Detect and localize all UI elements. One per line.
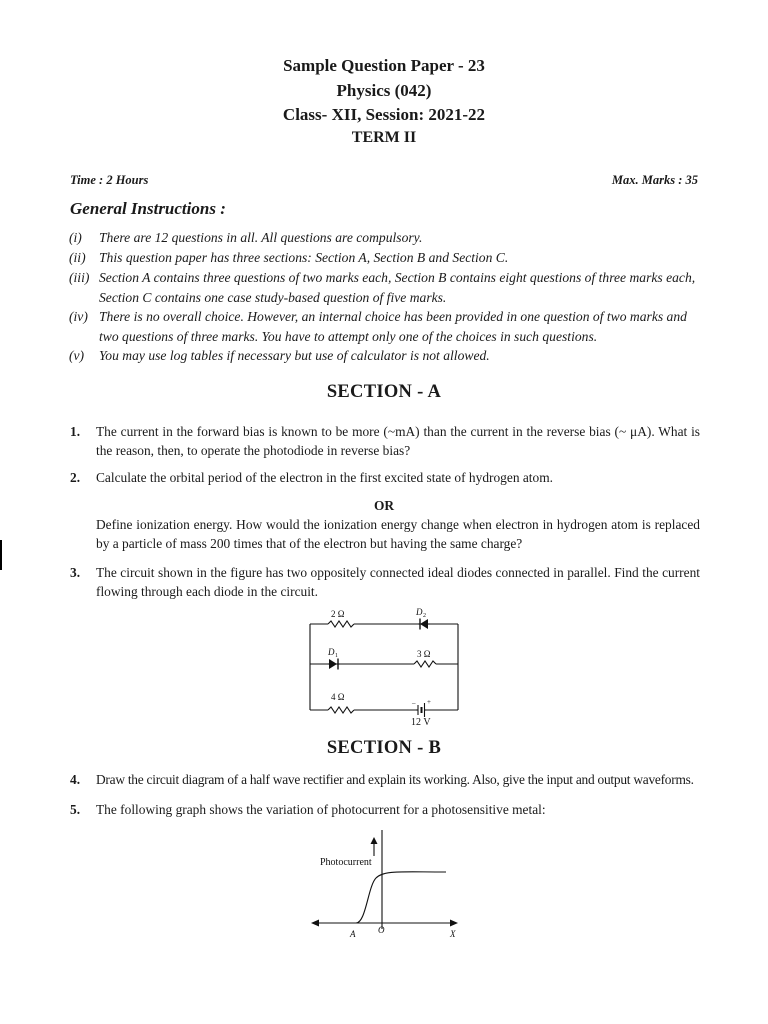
label-3-ohm: 3 Ω — [417, 649, 431, 659]
resistor-2-ohm — [328, 621, 354, 627]
question-2 — [70, 469, 700, 488]
paper-title: Sample Question Paper - 23 — [283, 56, 485, 75]
page-edge-mark — [0, 540, 2, 570]
question-number: 5. — [70, 802, 81, 817]
question-text: Draw the circuit diagram of a half wave rectifier and explain its working. Also, give the input and output waveforms. — [96, 772, 694, 787]
instruction-number: (ii) — [69, 250, 86, 265]
instruction-text: There are 12 questions in all. All questions are compulsory. — [99, 230, 423, 245]
diode-d2 — [418, 619, 430, 630]
instruction-number: (iv) — [69, 309, 88, 324]
question-number: 1. — [70, 424, 81, 439]
circuit-diagram — [300, 602, 470, 732]
instruction-text: This question paper has three sections: Section A, Section B and Section C. — [99, 250, 509, 265]
graph-label-x: X — [450, 929, 456, 939]
question-text: The circuit shown in the figure has two oppositely connected ideal diodes connected in parallel. Find the current flowing through each diode in the circuit. — [96, 565, 700, 599]
max-marks-label: Max. Marks : 35 — [611, 173, 698, 187]
question-number: 3. — [70, 565, 81, 580]
paper-class-session: Class- XII, Session: 2021-22 — [282, 105, 486, 124]
arrow-left — [311, 920, 319, 927]
label-4-ohm: 4 Ω — [331, 692, 345, 702]
arrow-up — [371, 837, 378, 844]
instruction-text: Section A contains three questions of two marks each, Section B contains eight questions of three marks each, Section C contains one case study-based question of five marks. — [99, 270, 696, 305]
label-battery: 12 V — [411, 717, 431, 728]
label-2-ohm: 2 Ω — [331, 609, 345, 619]
instruction-number: (iii) — [69, 270, 90, 285]
graph-label-a: A — [350, 929, 356, 939]
section-b-title: SECTION - B — [326, 738, 442, 758]
question-text: Calculate the orbital period of the electron in the first excited state of hydrogen atom. — [96, 470, 553, 485]
question-text: Define ionization energy. How would the ionization energy change when electron in hydrogen atom is replaced by a particle of mass 200 times that of the electron but having the same charge? — [96, 517, 700, 551]
question-number: 2. — [70, 470, 81, 485]
instruction-number: (i) — [69, 230, 82, 245]
resistor-4-ohm — [328, 707, 354, 713]
instruction-number: (v) — [69, 348, 85, 363]
question-4 — [70, 771, 700, 790]
graph-ylabel: Photocurrent — [320, 857, 372, 868]
question-2-alternative — [70, 516, 700, 553]
diode-d1 — [328, 659, 340, 670]
section-a-title: SECTION - A — [326, 382, 442, 402]
question-number: 4. — [70, 772, 81, 787]
instruction-item — [69, 228, 701, 248]
paper-header — [0, 54, 768, 148]
instruction-item — [69, 248, 701, 268]
instruction-text: You may use log tables if necessary but use of calculator is not allowed. — [99, 348, 490, 363]
label-battery-minus: – — [412, 699, 416, 707]
time-label: Time : 2 Hours — [70, 173, 149, 187]
instruction-text: There is no overall choice. However, an internal choice has been provided in one question of two marks and two questions of three marks. You have to attempt only one of the choices in such questions. — [99, 309, 687, 344]
arrow-right — [450, 920, 458, 927]
graph-label-o: O — [378, 925, 385, 935]
label-d2: D — [416, 607, 423, 617]
instruction-item — [69, 346, 701, 366]
general-instructions-title: General Instructions : — [70, 199, 226, 218]
question-3 — [70, 564, 700, 601]
question-text: The current in the forward bias is known to be more (~mA) than the current in the reverse bias (~ μA). What is the reason, then, to operate the photodiode in reverse bias? — [96, 424, 700, 458]
label-d2-sub: 2 — [423, 613, 426, 619]
resistor-3-ohm — [414, 661, 436, 667]
question-1 — [70, 423, 700, 460]
label-d1: D — [328, 647, 335, 657]
or-separator: OR — [373, 498, 395, 513]
battery-12v — [416, 703, 426, 717]
instruction-item — [69, 307, 701, 346]
paper-term: TERM II — [351, 128, 417, 146]
instruction-item — [69, 268, 701, 307]
question-5 — [70, 801, 700, 820]
photocurrent-graph — [300, 826, 470, 941]
paper-subject: Physics (042) — [336, 80, 432, 100]
label-battery-plus: + — [427, 698, 431, 706]
label-d1-sub: 1 — [335, 653, 338, 659]
question-text: The following graph shows the variation of photocurrent for a photosensitive metal: — [96, 802, 546, 817]
